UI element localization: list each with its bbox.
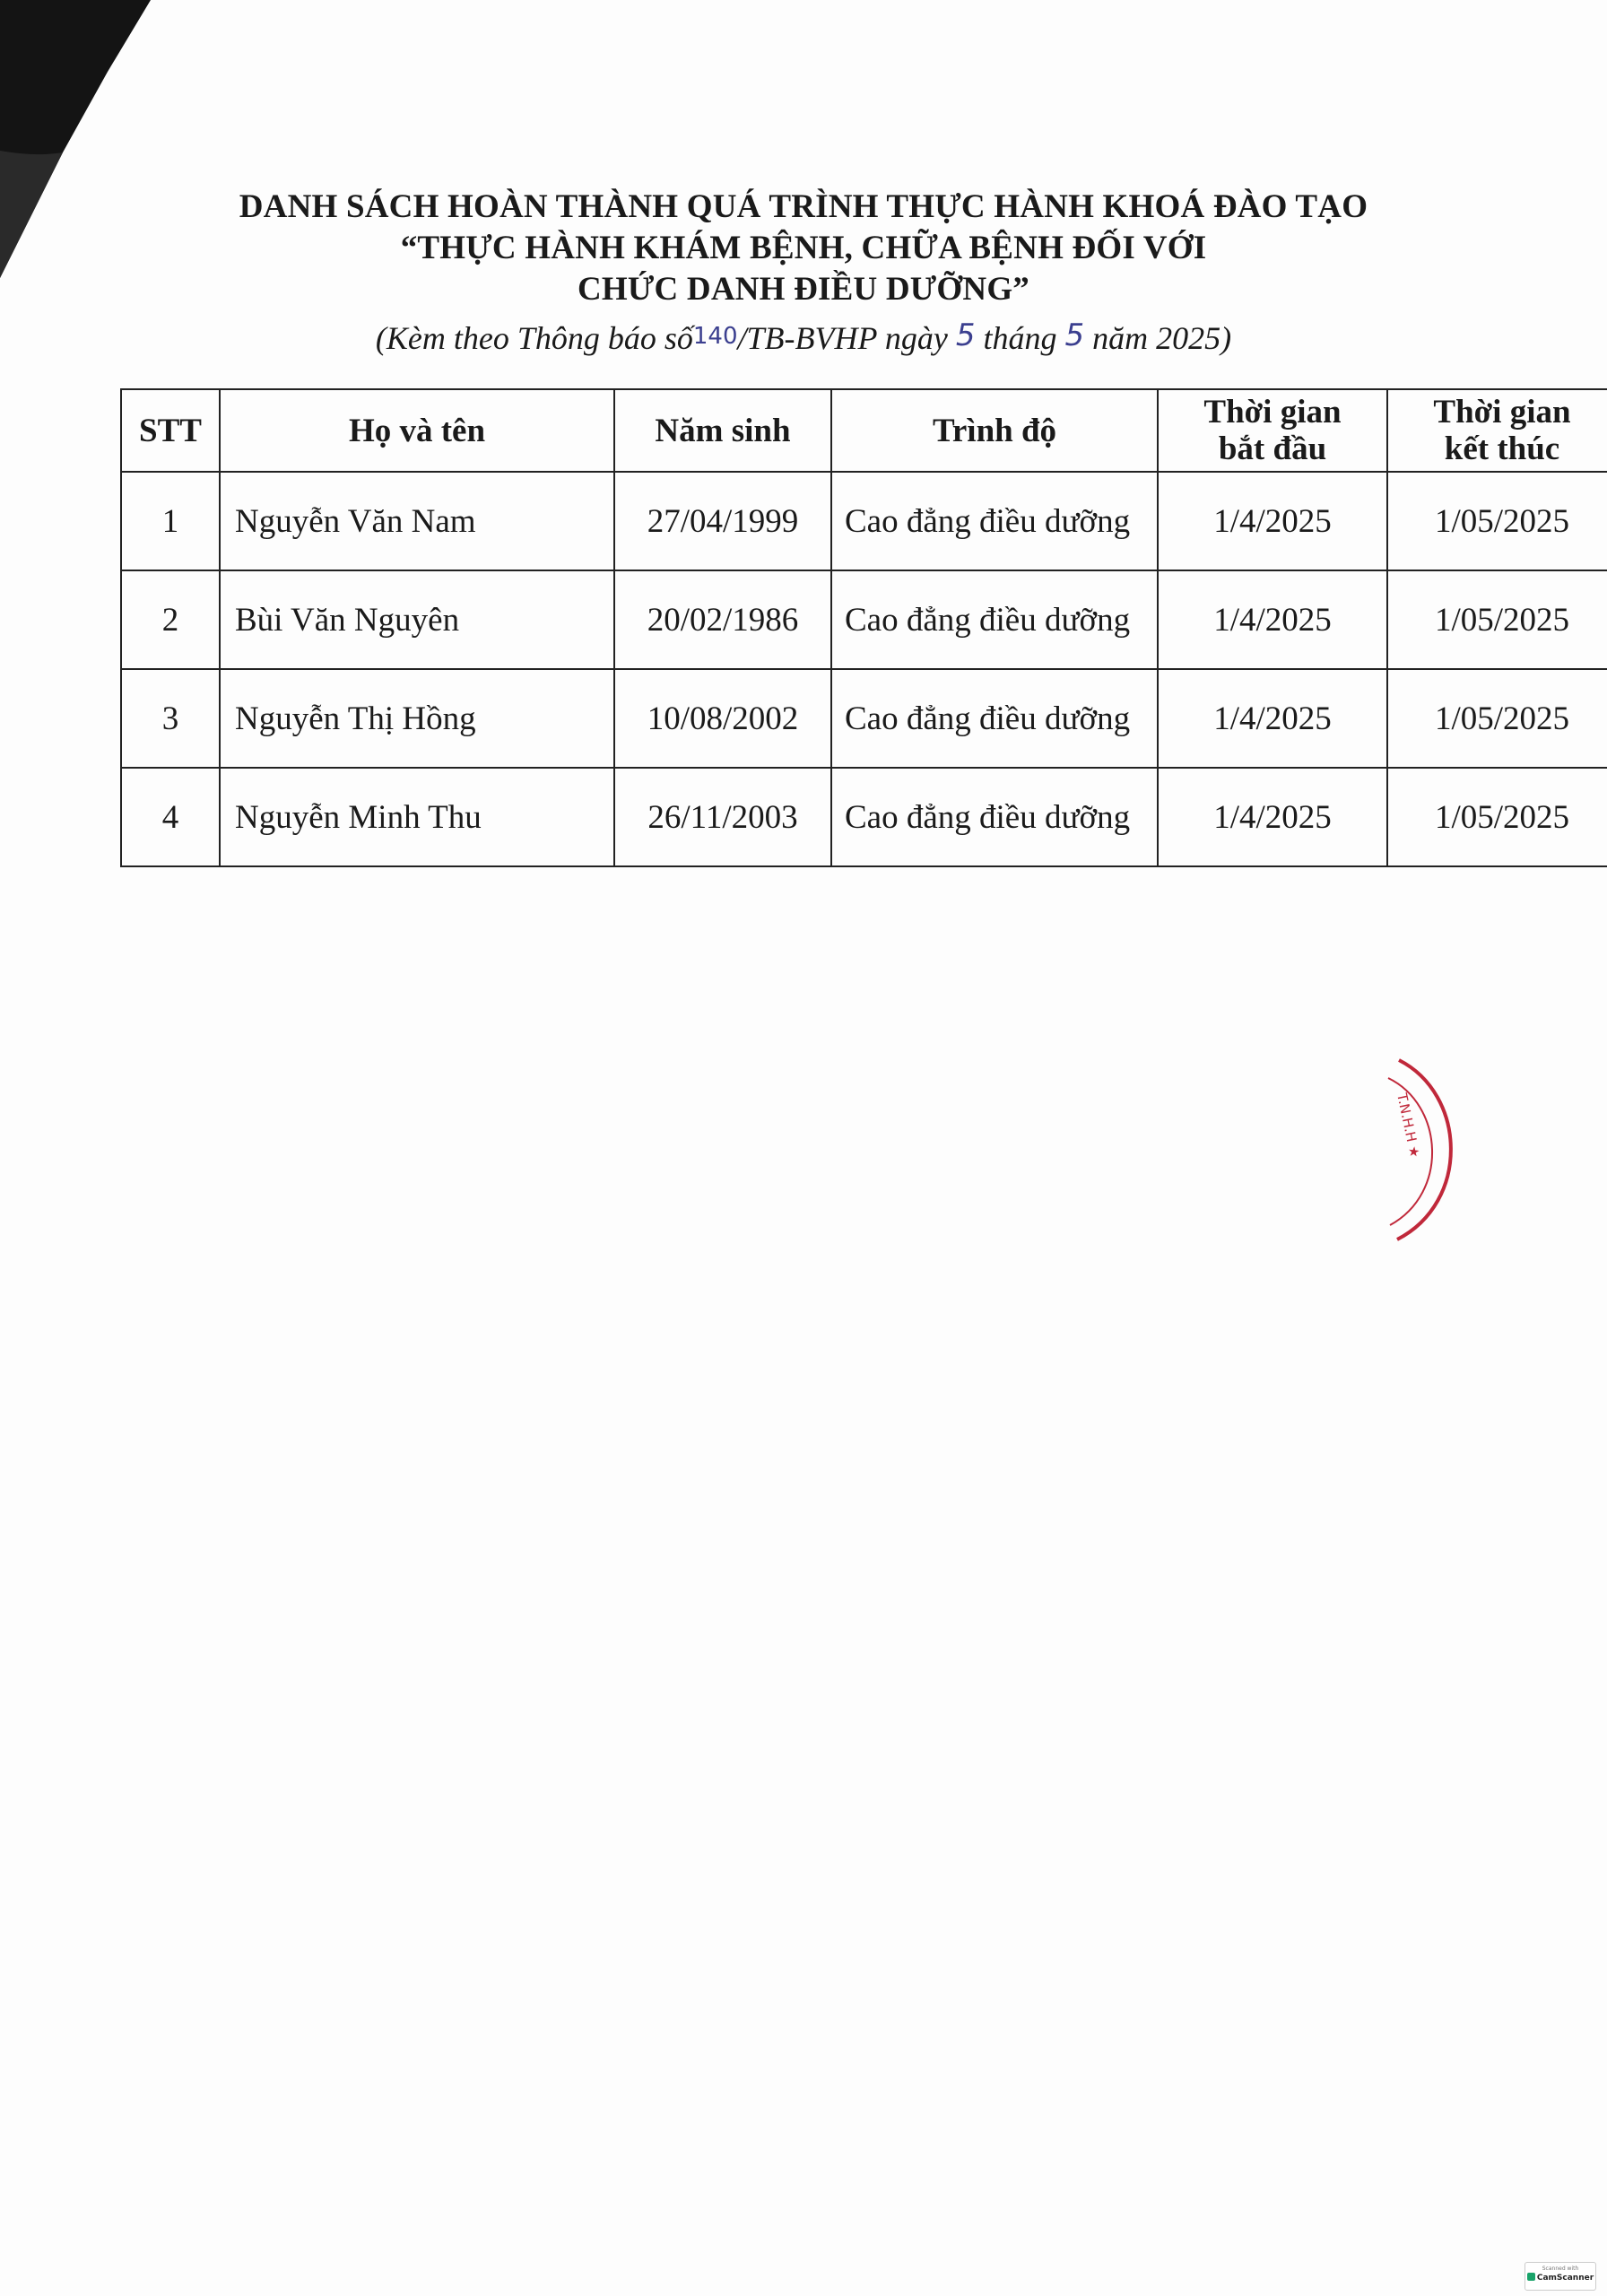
cell-start: 1/4/2025 [1158,472,1387,570]
handwritten-notice-number: 140 [692,323,738,350]
cell-end: 1/05/2025 [1387,472,1607,570]
cell-name: Nguyễn Văn Nam [220,472,614,570]
watermark-scanned-with: Scanned with [1542,2266,1579,2272]
title-line-3: CHỨC DANH ĐIỀU DƯỠNG” [577,271,1030,308]
camscanner-watermark [1524,2262,1596,2291]
cell-birth: 26/11/2003 [614,768,831,866]
document-header [0,187,1607,361]
cell-level: Cao đẳng điều dưỡng [831,669,1158,768]
header-name: Họ và tên [220,389,614,472]
title-line-2: “THỰC HÀNH KHÁM BỆNH, CHỮA BỆNH ĐỐI VỚI [400,230,1207,266]
cell-name: Nguyễn Minh Thu [220,768,614,866]
cell-end: 1/05/2025 [1387,669,1607,768]
header-end-line1: Thời gian [1433,394,1571,430]
table-row [121,768,1607,866]
watermark-name: CamScanner [1536,2274,1594,2283]
cell-name: Nguyễn Thị Hồng [220,669,614,768]
table-row [121,472,1607,570]
subtitle-mid2: tháng [983,320,1057,356]
cell-name: Bùi Văn Nguyên [220,570,614,669]
camscanner-icon [1527,2273,1535,2281]
header-level: Trình độ [831,389,1158,472]
cell-start: 1/4/2025 [1158,669,1387,768]
red-seal-stamp [1381,1049,1489,1247]
header-start [1158,389,1387,472]
subtitle-suffix: năm 2025) [1092,320,1232,356]
completion-list-table [120,388,1607,867]
handwritten-day: 5 [955,317,976,353]
stamp-text: T.N.H.H ★ [1394,1091,1423,1160]
cell-birth: 20/02/1986 [614,570,831,669]
header-end [1387,389,1607,472]
cell-birth: 27/04/1999 [614,472,831,570]
cell-birth: 10/08/2002 [614,669,831,768]
subtitle-mid: /TB-BVHP ngày [737,320,948,356]
cell-start: 1/4/2025 [1158,570,1387,669]
cell-end: 1/05/2025 [1387,768,1607,866]
subtitle [0,312,1607,361]
cell-end: 1/05/2025 [1387,570,1607,669]
header-birth: Năm sinh [614,389,831,472]
cell-level: Cao đẳng điều dưỡng [831,472,1158,570]
cell-level: Cao đẳng điều dưỡng [831,768,1158,866]
cell-start: 1/4/2025 [1158,768,1387,866]
cell-level: Cao đẳng điều dưỡng [831,570,1158,669]
header-start-line1: Thời gian [1203,394,1342,430]
subtitle-prefix: (Kèm theo Thông báo số [375,320,693,356]
cell-stt: 2 [121,570,220,669]
cell-stt: 3 [121,669,220,768]
title-line-1: DANH SÁCH HOÀN THÀNH QUÁ TRÌNH THỰC HÀNH KHOÁ ĐÀO TẠO [239,188,1368,225]
table-header-row [121,389,1607,472]
header-stt: STT [121,389,220,472]
table-row [121,669,1607,768]
cell-stt: 1 [121,472,220,570]
table-row [121,570,1607,669]
cell-stt: 4 [121,768,220,866]
header-end-line2: kết thúc [1444,430,1560,467]
handwritten-month: 5 [1064,317,1085,353]
header-start-line2: bắt đầu [1218,430,1327,467]
